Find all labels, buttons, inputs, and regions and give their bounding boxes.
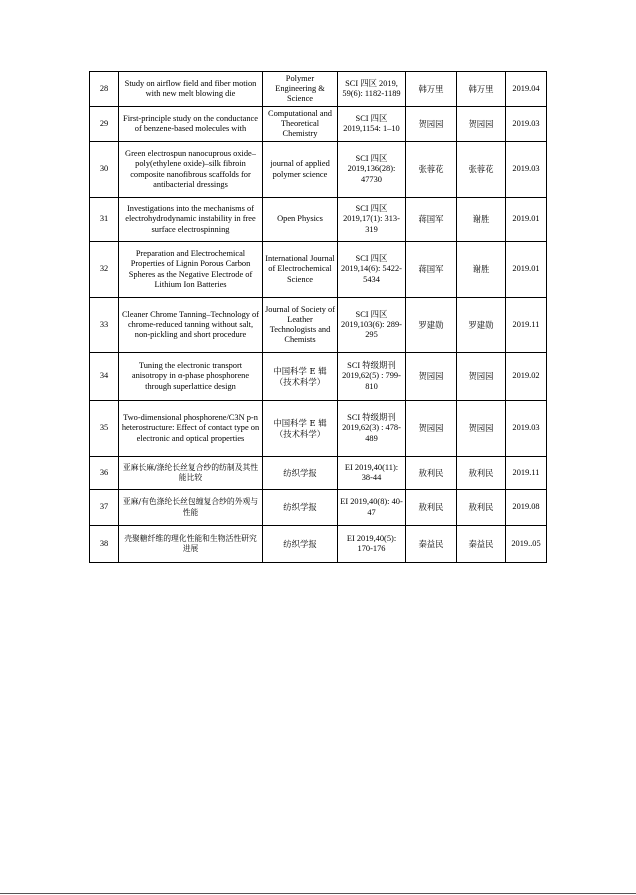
publish-date: 2019.11 (506, 298, 547, 353)
table-row (90, 72, 547, 107)
second-author: 贺园园 (457, 401, 506, 457)
paper-title: 亚麻长麻/涤纶长丝复合纱的纺制及其性能比较 (119, 457, 263, 490)
second-author: 张蓉花 (457, 142, 506, 198)
author: 贺园园 (406, 353, 457, 401)
index-info: SCI 四区 2019,136(28): 47730 (338, 142, 406, 198)
second-author: 贺园园 (457, 107, 506, 142)
journal-name: 纺织学报 (263, 457, 338, 490)
paper-title: Investigations into the mechanisms of electrohydrodynamic instability in free surface electrospinning (119, 198, 263, 242)
row-number: 34 (90, 353, 119, 401)
second-author: 谢胜 (457, 198, 506, 242)
author: 张蓉花 (406, 142, 457, 198)
second-author: 敖利民 (457, 490, 506, 526)
table-row (90, 107, 547, 142)
journal-name: 中国科学 E 辑 （技术科学） (263, 353, 338, 401)
author: 贺园园 (406, 401, 457, 457)
table-row (90, 298, 547, 353)
publish-date: 2019.03 (506, 142, 547, 198)
index-info: SCI 四区 2019,17(1): 313-319 (338, 198, 406, 242)
index-info: SCI 四区 2019,103(6): 289-295 (338, 298, 406, 353)
index-info: SCI 四区 2019,1154: 1–10 (338, 107, 406, 142)
index-info: SCI 四区 2019, 59(6): 1182-1189 (338, 72, 406, 107)
author: 韩万里 (406, 72, 457, 107)
row-number: 28 (90, 72, 119, 107)
publish-date: 2019.08 (506, 490, 547, 526)
author: 蒋国军 (406, 242, 457, 298)
row-number: 33 (90, 298, 119, 353)
table-row (90, 401, 547, 457)
second-author: 谢胜 (457, 242, 506, 298)
publish-date: 2019.02 (506, 353, 547, 401)
publish-date: 2019.04 (506, 72, 547, 107)
index-info: SCI 特级期刊 2019,62(5) : 799-810 (338, 353, 406, 401)
publish-date: 2019.01 (506, 198, 547, 242)
paper-title: Preparation and Electrochemical Properties of Lignin Porous Carbon Spheres as the Negative Electrode of Lithium Ion Batteries (119, 242, 263, 298)
publish-date: 2019..05 (506, 526, 547, 563)
paper-title: 壳聚糖纤维的理化性能和生物活性研究进展 (119, 526, 263, 563)
table-row (90, 198, 547, 242)
row-number: 31 (90, 198, 119, 242)
author: 秦益民 (406, 526, 457, 563)
second-author: 秦益民 (457, 526, 506, 563)
paper-title: Tuning the electronic transport anisotropy in α-phase phosphorene through superlattice design (119, 353, 263, 401)
journal-name: 纺织学报 (263, 526, 338, 563)
index-info: SCI 特级期刊 2019,62(3) : 478-489 (338, 401, 406, 457)
table-row (90, 242, 547, 298)
index-info: EI 2019,40(5): 170-176 (338, 526, 406, 563)
journal-name: 中国科学 E 辑 （技术科学） (263, 401, 338, 457)
row-number: 30 (90, 142, 119, 198)
journal-name: Journal of Society of Leather Technologists and Chemists (263, 298, 338, 353)
table-row (90, 353, 547, 401)
row-number: 29 (90, 107, 119, 142)
row-number: 38 (90, 526, 119, 563)
page-bottom-border (0, 893, 636, 894)
row-number: 37 (90, 490, 119, 526)
second-author: 韩万里 (457, 72, 506, 107)
journal-name: journal of applied polymer science (263, 142, 338, 198)
journal-name: Open Physics (263, 198, 338, 242)
journal-name: Polymer Engineering & Science (263, 72, 338, 107)
publish-date: 2019.11 (506, 457, 547, 490)
publish-date: 2019.03 (506, 107, 547, 142)
table-row (90, 490, 547, 526)
second-author: 罗建勋 (457, 298, 506, 353)
author: 敖利民 (406, 457, 457, 490)
paper-title: First-principle study on the conductance of benzene-based molecules with (119, 107, 263, 142)
publish-date: 2019.03 (506, 401, 547, 457)
journal-name: International Journal of Electrochemical Science (263, 242, 338, 298)
publish-date: 2019.01 (506, 242, 547, 298)
table-row (90, 457, 547, 490)
paper-title: Two-dimensional phosphorene/C3N p-n heterostructure: Effect of contact type on electronic and optical properties (119, 401, 263, 457)
journal-name: Computational and Theoretical Chemistry (263, 107, 338, 142)
row-number: 35 (90, 401, 119, 457)
table-row (90, 142, 547, 198)
journal-name: 纺织学报 (263, 490, 338, 526)
author: 贺园园 (406, 107, 457, 142)
table-row (90, 526, 547, 563)
second-author: 贺园园 (457, 353, 506, 401)
author: 罗建勋 (406, 298, 457, 353)
row-number: 32 (90, 242, 119, 298)
paper-title: 亚麻/有色涤纶长丝包缠复合纱的外观与性能 (119, 490, 263, 526)
index-info: EI 2019,40(8): 40-47 (338, 490, 406, 526)
paper-title: Green electrospun nanocuprous oxide–poly(ethylene oxide)–silk fibroin composite nanofibrous scaffolds for antibacterial dressings (119, 142, 263, 198)
second-author: 敖利民 (457, 457, 506, 490)
author: 敖利民 (406, 490, 457, 526)
paper-title: Cleaner Chrome Tanning–Technology of chrome-reduced tanning without salt, non-pickling and short procedure (119, 298, 263, 353)
author: 蒋国军 (406, 198, 457, 242)
paper-title: Study on airflow field and fiber motion with new melt blowing die (119, 72, 263, 107)
index-info: SCI 四区 2019,14(6): 5422-5434 (338, 242, 406, 298)
row-number: 36 (90, 457, 119, 490)
index-info: EI 2019,40(11): 38-44 (338, 457, 406, 490)
publications-table (89, 71, 547, 563)
